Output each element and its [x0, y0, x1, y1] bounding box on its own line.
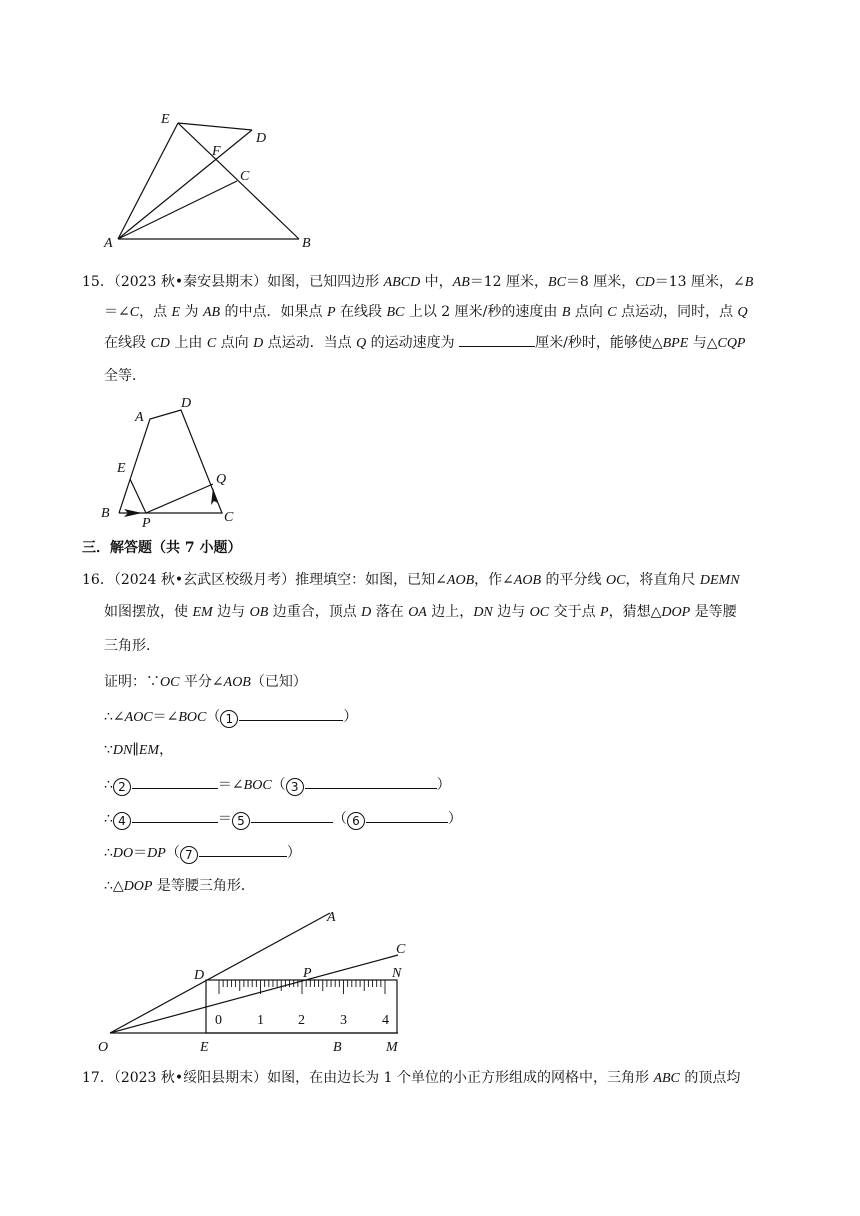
label-point-N: N: [392, 966, 402, 981]
label-point-D: D: [194, 968, 205, 983]
ruler-label-2: 2: [298, 1013, 305, 1028]
proof-step-6: ∴DO＝DP（ 7 ）: [104, 842, 301, 864]
label-point-M: M: [386, 1040, 398, 1055]
answer-blank-7[interactable]: [199, 842, 287, 857]
answer-blank-1[interactable]: [239, 706, 343, 721]
answer-blank-5[interactable]: [251, 808, 333, 823]
section-heading: 三．解答题（共 7 小题）: [82, 540, 242, 556]
label-point-A: A: [104, 236, 113, 251]
answer-blank-q15[interactable]: [459, 332, 535, 347]
label-point-D: D: [256, 131, 267, 146]
answer-blank-3[interactable]: [305, 774, 437, 789]
label-point-F: F: [212, 144, 221, 159]
label-point-C: C: [224, 510, 234, 525]
proof-step-4: ∴ 2 ＝∠BOC（ 3 ）: [104, 774, 451, 796]
ruler-label-1: 1: [257, 1013, 264, 1028]
q15-line-2: ＝∠C，点 E 为 AB 的中点．如果点 P 在线段 BC 上以 2 厘米/秒的速度由 B 点向 C 点运动，同时，点 Q: [104, 304, 748, 320]
figure-triangles-1: [95, 105, 335, 255]
label-point-B: B: [101, 506, 110, 521]
figure-angle-ruler-3: [95, 905, 425, 1060]
ruler-label-0: 0: [215, 1013, 222, 1028]
label-point-E: E: [200, 1040, 209, 1055]
label-point-A: A: [135, 410, 144, 425]
q15-line-1: 15．（2023 秋•秦安县期末）如图，已知四边形 ABCD 中，AB＝12 厘米，BC＝8 厘米，CD＝13 厘米，∠B: [82, 274, 754, 290]
ruler-label-4: 4: [382, 1013, 389, 1028]
answer-blank-4[interactable]: [132, 808, 218, 823]
label-point-B: B: [333, 1040, 342, 1055]
answer-blank-6[interactable]: [366, 808, 448, 823]
proof-conclusion: ∴△DOP 是等腰三角形．: [104, 878, 255, 894]
q16-line-1: 16．（2024 秋•玄武区校级月考）推理填空：如图，已知∠AOB，作∠AOB 的平分线 OC，将直角尺 DEMN: [82, 572, 740, 588]
q16-line-3: 三角形．: [104, 638, 160, 654]
proof-step-3: ∵DN∥EM，: [104, 742, 174, 758]
answer-blank-2[interactable]: [132, 774, 218, 789]
label-point-E: E: [161, 112, 170, 127]
ruler-label-3: 3: [340, 1013, 347, 1028]
label-point-C: C: [396, 942, 406, 957]
q15-line-3: 在线段 CD 上由 C 点向 D 点运动．当点 Q 的运动速度为 厘米/秒时，能够使△BPE 与△CQP: [104, 332, 745, 354]
label-point-Q: Q: [216, 472, 227, 487]
q17-line-1: 17．（2023 秋•绥阳县期末）如图，在由边长为 1 个单位的小正方形组成的网格中，三角形 ABC 的顶点均: [82, 1070, 741, 1086]
label-point-E: E: [117, 461, 126, 476]
label-point-O: O: [98, 1040, 109, 1055]
q15-line-4: 全等．: [104, 368, 146, 384]
q16-line-2: 如图摆放，使 EM 边与 OB 边重合，顶点 D 落在 OA 边上，DN 边与 OC 交于点 P，猜想△DOP 是等腰: [104, 604, 737, 620]
label-point-C: C: [240, 169, 250, 184]
proof-step-5: ∴ 4 ＝ 5 （ 6 ）: [104, 808, 462, 830]
proof-step-1: 证明：∵OC 平分∠AOB（已知）: [104, 674, 307, 690]
proof-step-2: ∴∠AOC＝∠BOC（ 1 ）: [104, 706, 357, 728]
label-point-B: B: [302, 236, 311, 251]
label-point-D: D: [181, 396, 192, 411]
figure-quadrilateral-2: [98, 390, 248, 530]
label-point-P: P: [142, 516, 151, 531]
label-point-P: P: [303, 966, 312, 981]
label-point-A: A: [327, 910, 336, 925]
